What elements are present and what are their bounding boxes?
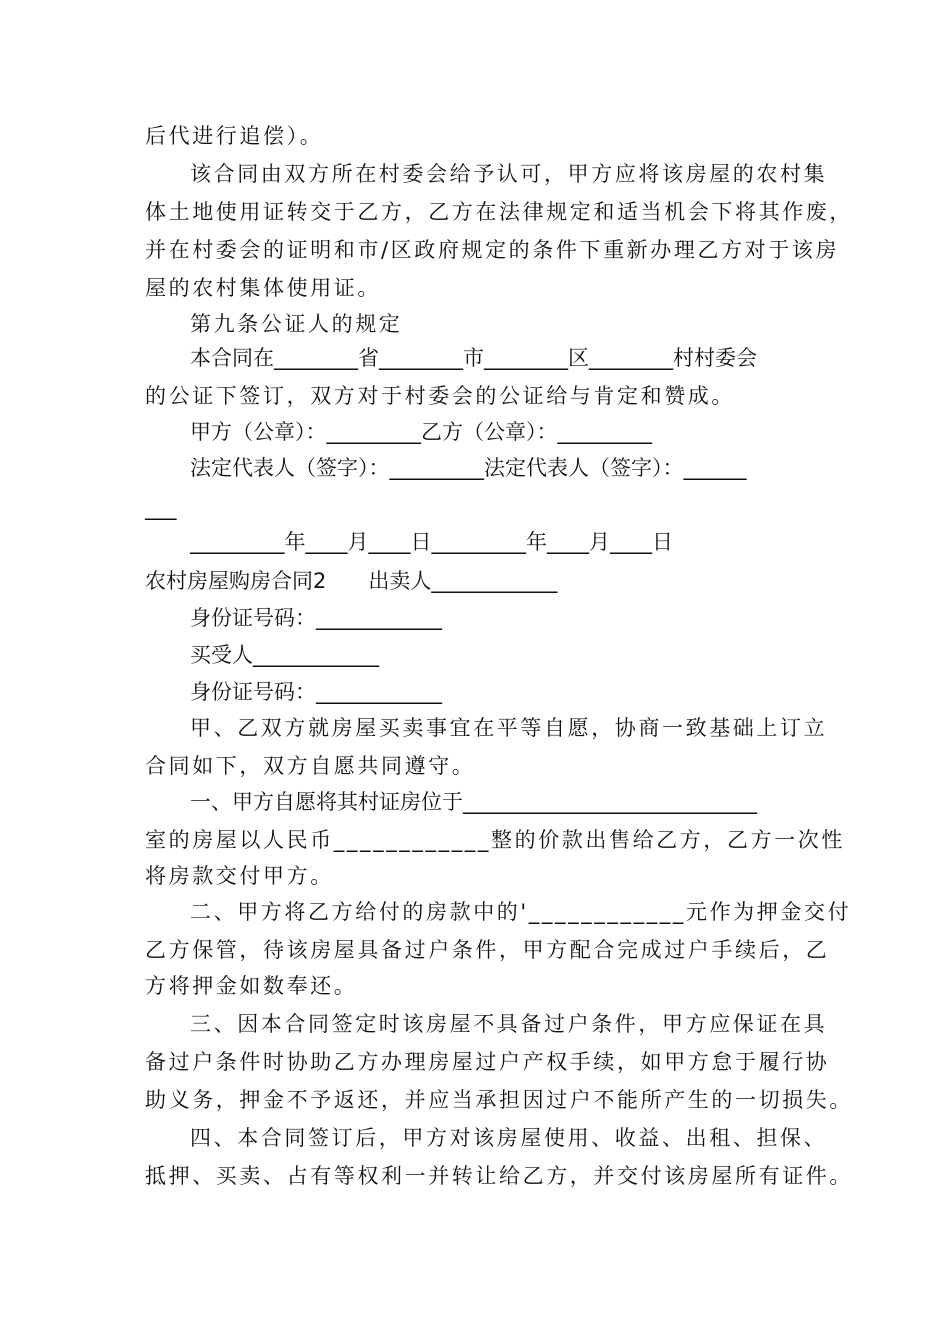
- signature-line: 甲方（公章）：_________乙方（公章）：_________: [190, 420, 652, 444]
- id-number-line: 身份证号码：____________: [190, 606, 442, 630]
- text-line: 本合同在________省________市________区________村村委会: [190, 346, 757, 370]
- text-line: 室的房屋以人民币____________整的价款出售给乙方，乙方一次性: [145, 828, 845, 852]
- text-line: 将房款交付甲方。: [145, 864, 334, 888]
- paragraph-line: 甲、乙双方就房屋买卖事宜在平等自愿，协商一致基础上订立: [190, 716, 828, 740]
- date-line: _________年____月____日_________年____月____日: [190, 530, 673, 554]
- text-line: 合同如下，双方自愿共同遵守。: [145, 754, 476, 778]
- text-line: 体土地使用证转交于乙方，乙方在法律规定和适当机会下将其作废，: [145, 200, 853, 224]
- contract-heading: 农村房屋购房合同2 出卖人____________: [145, 569, 558, 593]
- text-line: 并在村委会的证明和市/区政府规定的条件下重新办理乙方对于该房: [145, 238, 840, 262]
- id-number-line: 身份证号码：____________: [190, 680, 442, 704]
- text-line: 抵押、买卖、占有等权利一并转让给乙方，并交付该房屋所有证件。: [145, 1164, 853, 1188]
- text-line: 的公证下签订，双方对于村委会的公证给与肯定和赞成。: [145, 384, 735, 408]
- text-line: 后代进行追偿）。: [145, 124, 324, 148]
- text-line: 备过户条件时协助乙方办理房屋过户产权手续，如甲方怠于履行协: [145, 1050, 830, 1074]
- paragraph-line: 二、甲方将乙方给付的房款中的'____________元作为押金交付: [190, 900, 852, 924]
- paragraph-line: 一、甲方自愿将其村证房位于____________________________: [190, 790, 757, 814]
- signature-line-continued: ___: [145, 496, 177, 520]
- text-line: 屋的农村集体使用证。: [145, 276, 381, 300]
- paragraph-line: 该合同由双方所在村委会给予认可，甲方应将该房屋的农村集: [190, 162, 828, 186]
- paragraph-line: 三、因本合同签定时该房屋不具备过户条件，甲方应保证在具: [190, 1012, 828, 1036]
- signature-line: 法定代表人（签字）：_________法定代表人（签字）：______: [190, 456, 747, 480]
- text-line: 助义务，押金不予返还，并应当承担因过户不能所产生的一切损失。: [145, 1088, 853, 1112]
- section-heading: 第九条公证人的规定: [190, 312, 403, 336]
- buyer-line: 买受人____________: [190, 643, 379, 667]
- paragraph-line: 四、本合同签订后，甲方对该房屋使用、收益、出租、担保、: [190, 1126, 828, 1150]
- text-line: 乙方保管，待该房屋具备过户条件，甲方配合完成过户手续后，乙: [145, 938, 830, 962]
- text-line: 方将押金如数奉还。: [145, 974, 358, 998]
